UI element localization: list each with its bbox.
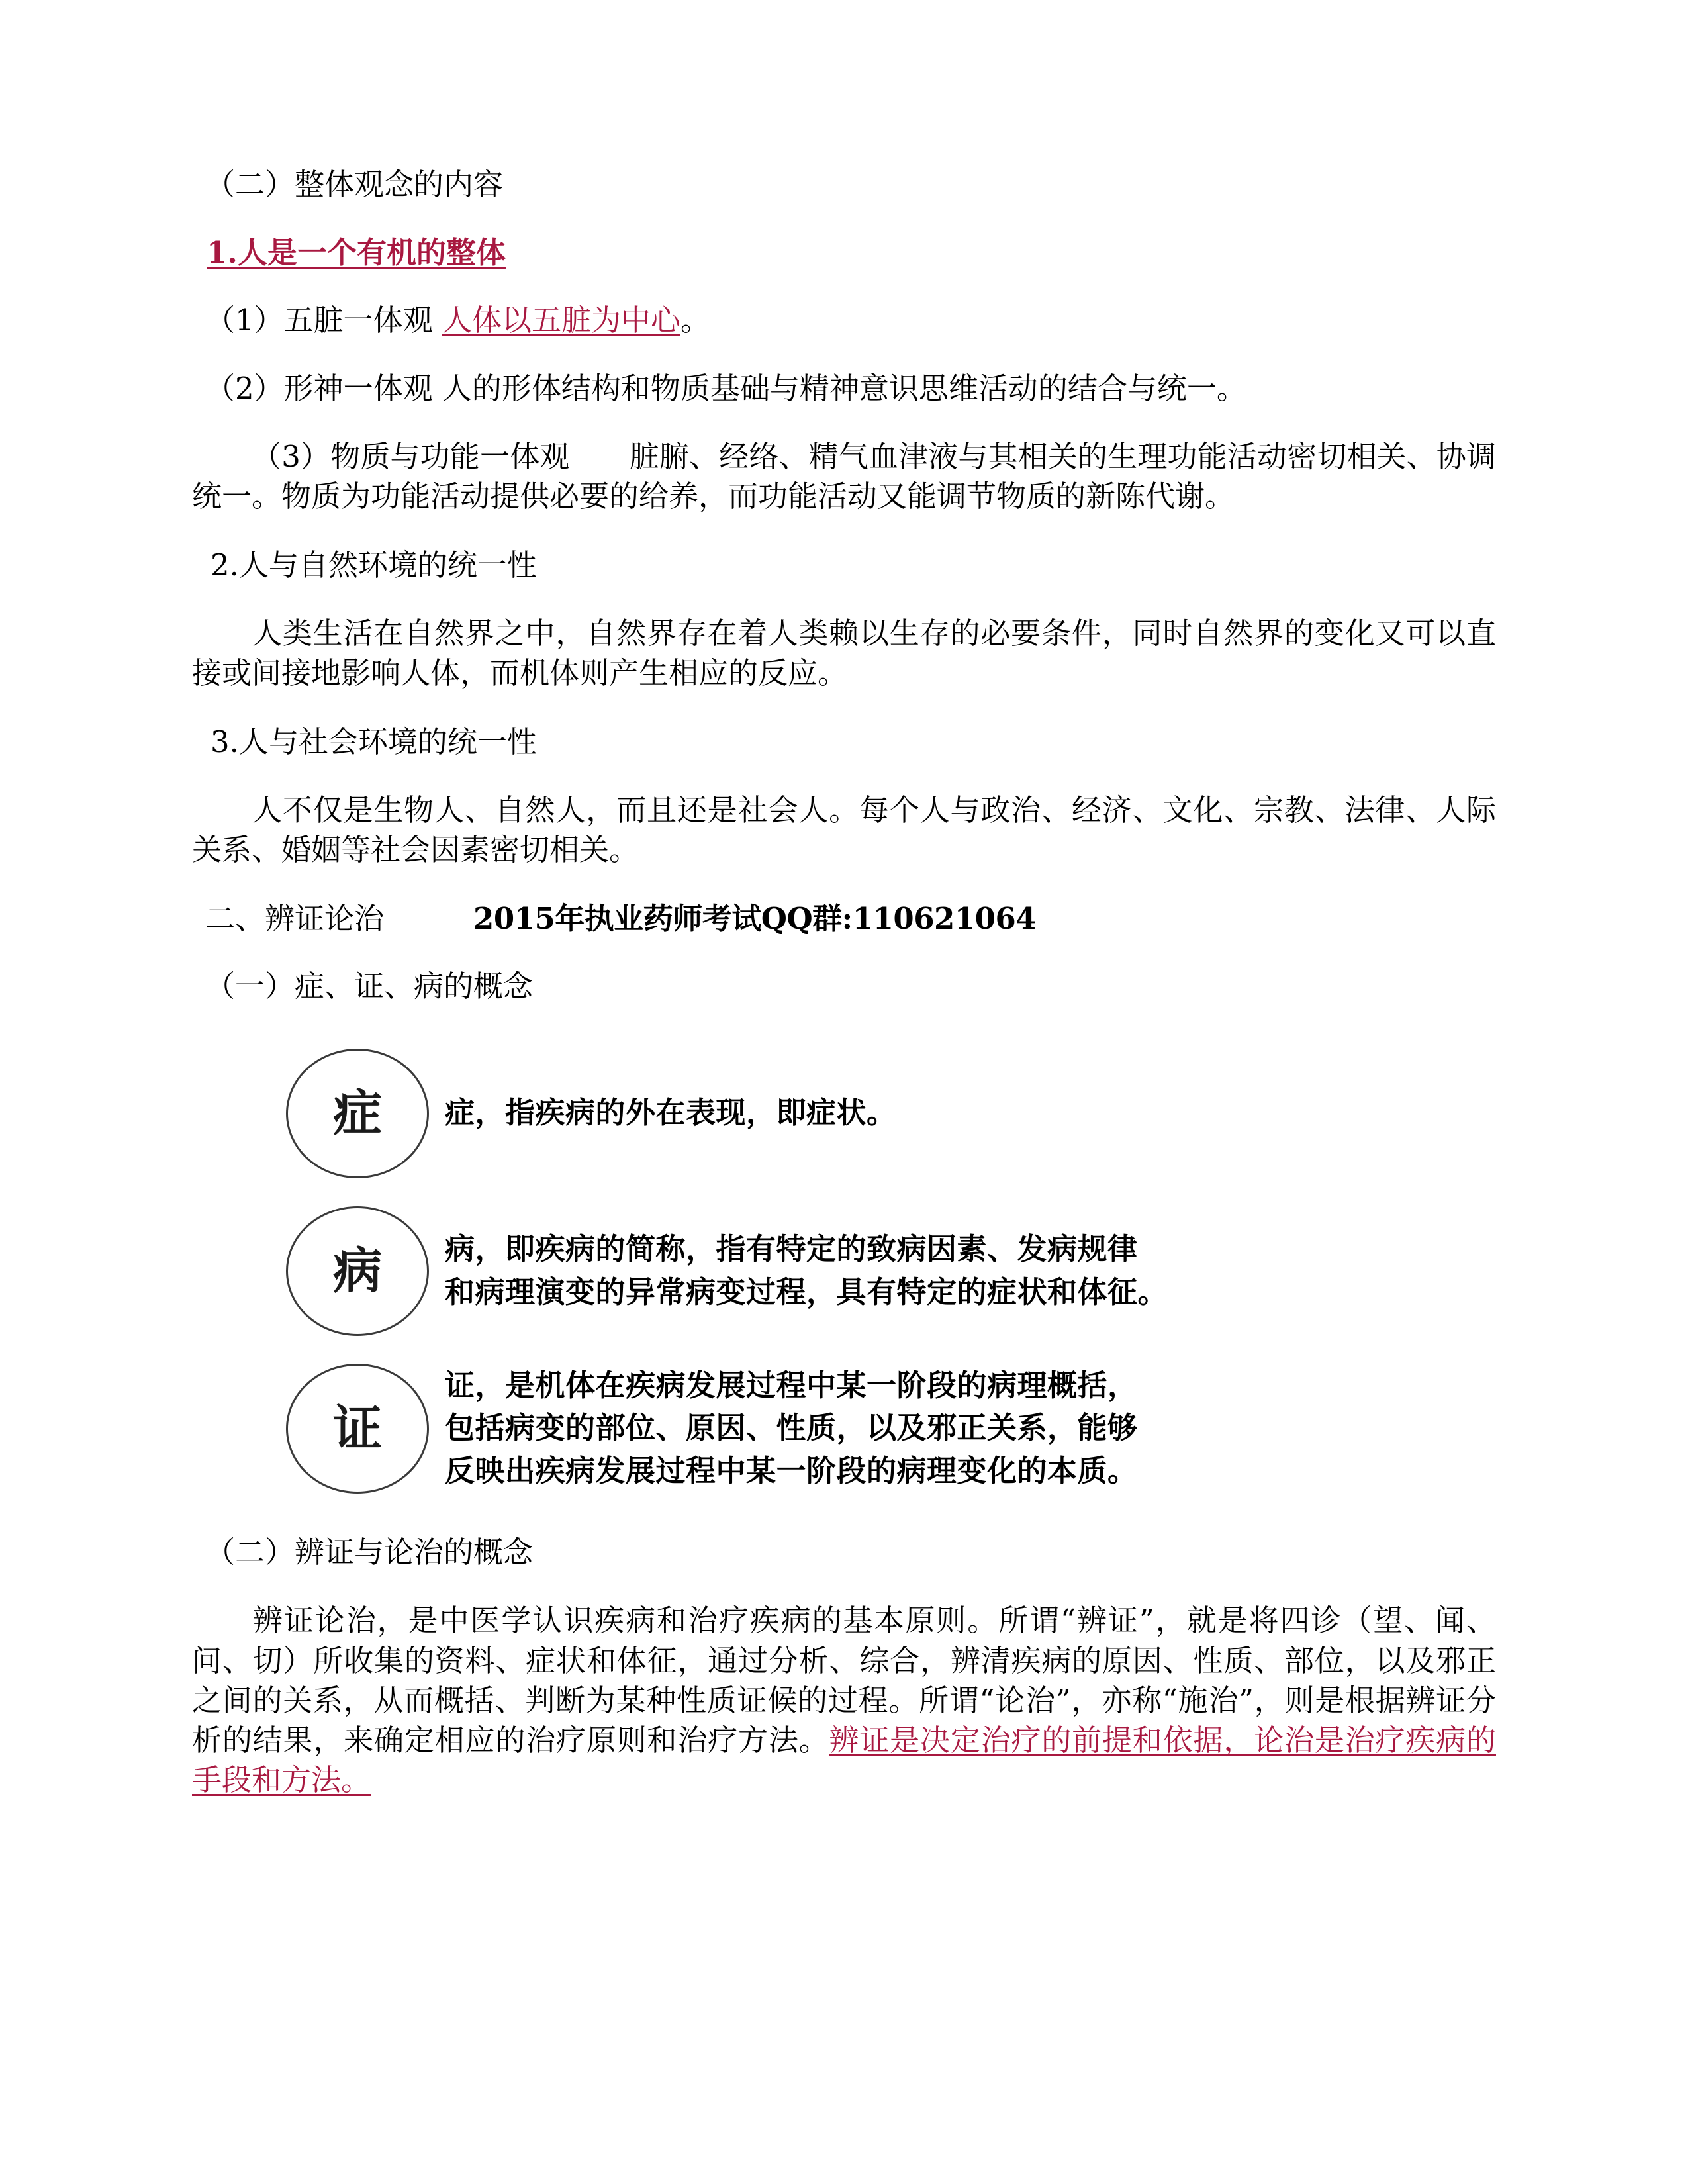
section-two-gap xyxy=(384,901,473,936)
final-paragraph-black: 辨证论治，是中医学认识疾病和治疗疾病的基本原则。所谓“辨证”，就是将四诊（望、闻、问、切）所收集的资料、症状和体征，通过分析、综合，辨清疾病的原因、性质、部位，以及邪正之间的关系，从而概括、判断为某种性质证候的过程。所谓“论治”，亦称“施治”，则是根据辨证分析的结果，来确定相应的治疗原则和治疗方法。 xyxy=(192,1603,1496,1758)
diagram-line: 包括病变的部位、原因、性质，以及邪正关系，能够 xyxy=(445,1410,1138,1446)
diagram-row-zheng-symptom xyxy=(192,1049,1496,1178)
circle-label-symptom: 症 xyxy=(333,1084,382,1142)
circle-disease xyxy=(286,1206,429,1336)
document-content xyxy=(192,166,1496,1830)
diagram-row-pattern xyxy=(192,1364,1496,1494)
item2-text: 人类生活在自然界之中，自然界存在着人类赖以生存的必要条件，同时自然界的变化又可以直接或间接地影响人体，而机体则产生相应的反应。 xyxy=(192,616,1496,691)
diagram-row-disease xyxy=(192,1206,1496,1336)
circle-label-disease: 病 xyxy=(333,1242,382,1300)
section-two-line xyxy=(192,900,1496,939)
item2-title: 2.人与自然环境的统一性 xyxy=(211,547,537,583)
diagram-line: 反映出疾病发展过程中某一阶段的病理变化的本质。 xyxy=(445,1453,1138,1489)
qq-group-note: 2015年执业药师考试QQ群:110621064 xyxy=(473,900,1037,936)
circle-symptom xyxy=(286,1049,429,1178)
final-paragraph xyxy=(192,1601,1496,1800)
diagram-text-disease xyxy=(445,1228,1168,1314)
diagram-line: 和病理演变的异常病变过程，具有特定的症状和体征。 xyxy=(445,1274,1168,1309)
diagram-text-pattern xyxy=(445,1364,1138,1493)
item1-3-text: （3）物质与功能一体观 脏腑、经络、精气血津液与其相关的生理功能活动密切相关、协调统一。物质为功能活动提供必要的给养，而功能活动又能调节物质的新陈代谢。 xyxy=(192,439,1496,514)
diagram-line: 病，即疾病的简称，指有特定的致病因素、发病规律 xyxy=(445,1231,1138,1266)
section-two-title: 二、辨证论治 xyxy=(205,900,385,936)
item1-red-text: 1.人是一个有机的整体 xyxy=(207,234,506,270)
heading-two-content: （二）整体观念的内容 xyxy=(205,167,504,202)
item1-1-red: 人体以五脏为中心 xyxy=(442,303,680,338)
item3-title: 3.人与社会环境的统一性 xyxy=(211,724,537,759)
diagram-line: 症，指疾病的外在表现，即症状。 xyxy=(445,1095,897,1131)
circle-label-pattern: 证 xyxy=(333,1400,382,1457)
item1-3-paragraph xyxy=(192,437,1496,517)
item1-1-prefix: （1）五脏一体观 xyxy=(205,303,442,338)
item3-paragraph xyxy=(192,790,1496,871)
final-paragraph-red: 辨证是决定治疗的前提和依据，论治是治疗疾病的手段和方法。 xyxy=(192,1723,1496,1798)
concept-circles-diagram xyxy=(192,1049,1496,1494)
circle-pattern xyxy=(286,1364,429,1494)
heading-one-concepts: （一）症、证、病的概念 xyxy=(205,969,534,1004)
item1-1-line xyxy=(192,301,1496,340)
item2-paragraph xyxy=(192,614,1496,694)
item3-text: 人不仅是生物人、自然人，而且还是社会人。每个人与政治、经济、文化、宗教、法律、人际关系、婚姻等社会因素密切相关。 xyxy=(192,792,1496,868)
item1-red-heading xyxy=(192,234,1496,273)
item1-2-line: （2）形神一体观 人的形体结构和物质基础与精神意识思维活动的结合与统一。 xyxy=(205,370,1246,406)
item1-1-suffix: 。 xyxy=(680,303,710,338)
diagram-line: 证，是机体在疾病发展过程中某一阶段的病理概括， xyxy=(445,1367,1138,1403)
heading-two-concepts: （二）辨证与论治的概念 xyxy=(205,1534,534,1570)
diagram-text-symptom xyxy=(445,1092,897,1135)
